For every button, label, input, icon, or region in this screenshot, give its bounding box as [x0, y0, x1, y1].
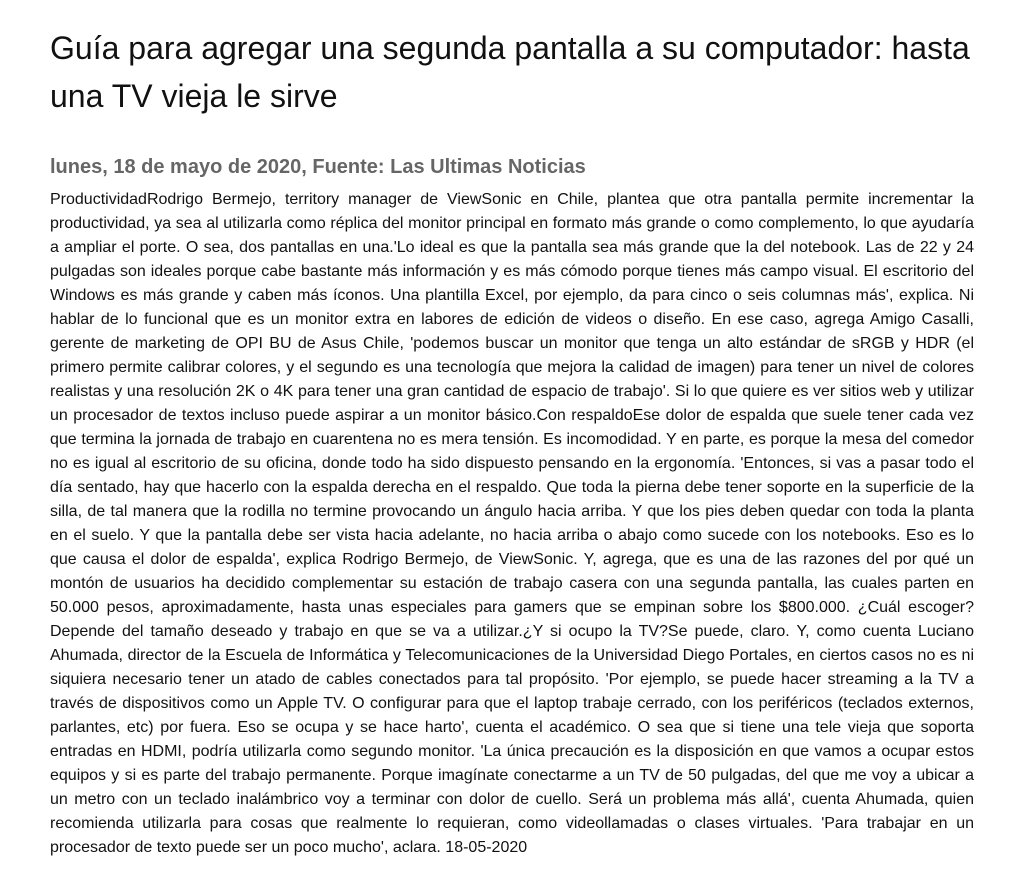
article [50, 24, 974, 860]
article-body: ProductividadRodrigo Bermejo, territory manager de ViewSonic en Chile, plantea que otra pantalla permite incrementar la productividad, ya sea al utilizarla como réplica del monitor principal en formato más grande o como complemento, lo que ayudaría a ampliar el porte. O sea, dos pantallas en una.'Lo ideal es que la pantalla sea más grande que la del notebook. Las de 22 y 24 pulgadas son ideales porque cabe bastante más información y es más cómodo porque tienes más campo visual. El escritorio del Windows es más grande y caben más íconos. Una plantilla Excel, por ejemplo, da para cinco o seis columnas más', explica. Ni hablar de lo funcional que es un monitor extra en labores de edición de videos o diseño. En ese caso, agrega Amigo Casalli, gerente de marketing de OPI BU de Asus Chile, 'podemos buscar un monitor que tenga un alto estándar de sRGB y HDR (el primero permite calibrar colores, y el segundo es una tecnología que mejora la calidad de imagen) para tener un nivel de colores realistas y una resolución 2K o 4K para tener una gran cantidad de espacio de trabajo'. Si lo que quiere es ver sitios web y utilizar un procesador de textos incluso puede aspirar a un monitor básico.Con respaldoEse dolor de espalda que suele tener cada vez que termina la jornada de trabajo en cuarentena no es mera tensión. Es incomodidad. Y en parte, es porque la mesa del comedor no es igual al escritorio de su oficina, donde todo ha sido dispuesto pensando en la ergonomía. 'Entonces, si vas a pasar todo el día sentado, hay que hacerlo con la espalda derecha en el respaldo. Que toda la pierna debe tener soporte en la superficie de la silla, de tal manera que la rodilla no termine provocando un ángulo hacia arriba. Y que los pies deben quedar con toda la planta en el suelo. Y que la pantalla debe ser vista hacia adelante, no hacia arriba o abajo como sucede con los notebooks. Eso es lo que causa el dolor de espalda', explica Rodrigo Bermejo, de ViewSonic. Y, agrega, que es una de las razones del por qué un montón de usuarios ha decidido complementar su estación de trabajo casera con una segunda pantalla, las cuales parten en 50.000 pesos, aproximadamente, hasta unas especiales para gamers que se empinan sobre los $800.000. ¿Cuál escoger? Depende del tamaño deseado y trabajo en que se va a utilizar.¿Y si ocupo la TV?Se puede, claro. Y, como cuenta Luciano Ahumada, director de la Escuela de Informática y Telecomunicaciones de la Universidad Diego Portales, en ciertos casos no es ni siquiera necesario tener un atado de cables conectados para tal propósito. 'Por ejemplo, se puede hacer streaming a la TV a través de dispositivos como un Apple TV. O configurar para que el laptop trabaje cerrado, con los periféricos (teclados externos, parlantes, etc) por fuera. Eso se ocupa y se hace harto', cuenta el académico. O sea que si tiene una tele vieja que soporta entradas en HDMI, podría utilizarla como segundo monitor. 'La única precaución es la disposición en que vamos a ocupar estos equipos y si es parte del trabajo permanente. Porque imagínate conectarme a un TV de 50 pulgadas, del que me voy a ubicar a un metro con un teclado inalámbrico voy a terminar con dolor de cuello. Será un problema más allá', cuenta Ahumada, quien recomienda utilizarla para cosas que realmente lo requieran, como videollamadas o clases virtuales. 'Para trabajar en un procesador de texto puede ser un poco mucho', aclara. 18-05-2020 [50, 191, 974, 856]
article-title: Guía para agregar una segunda pantalla a su computador: hasta una TV vieja le sirve [50, 30, 970, 114]
article-meta: lunes, 18 de mayo de 2020, Fuente: Las Ultimas Noticias [50, 156, 586, 178]
